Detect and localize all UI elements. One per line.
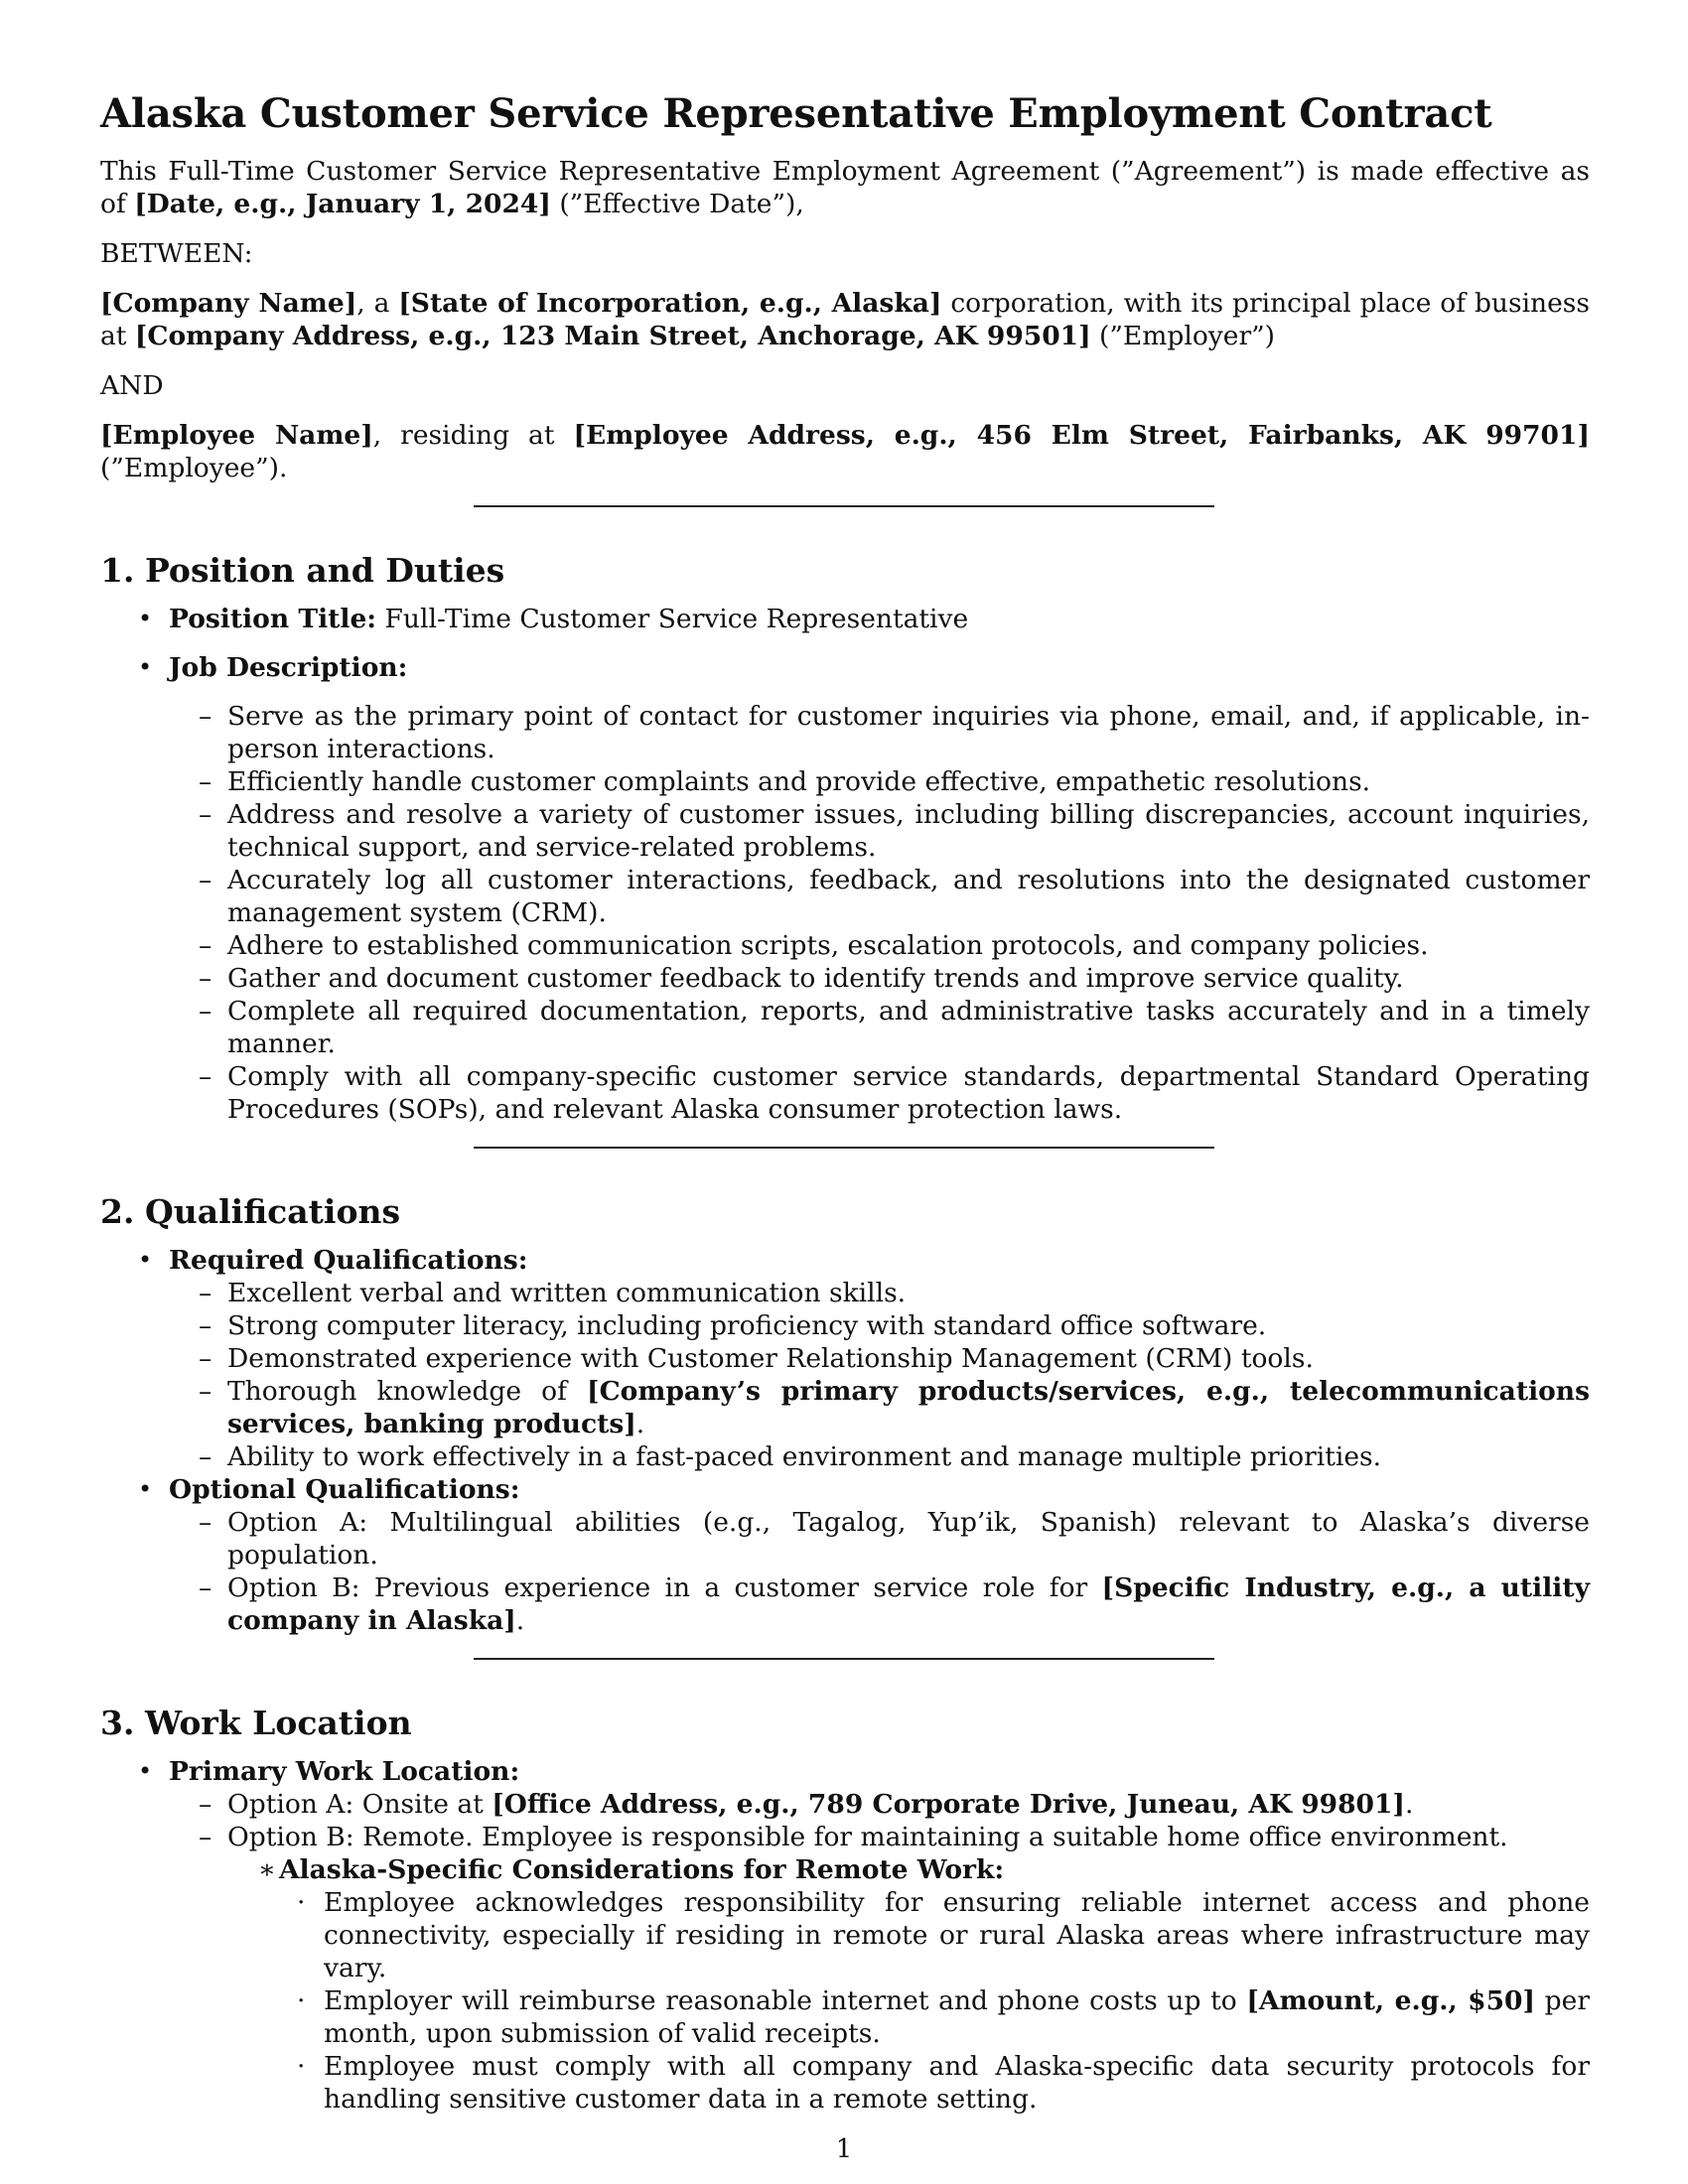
employer-text: (”Employer”): [1090, 321, 1276, 351]
section-divider: [474, 505, 1214, 507]
effective-date-placeholder: [Date, e.g., January 1, 2024]: [134, 189, 551, 219]
duty-item: – Serve as the primary point of contact for customer inquiries via phone, email, and, if applicable, in-person interactions.: [169, 700, 1590, 765]
duty-item: – Complete all required documentation, reports, and administrative tasks accurately and in a timely manner.: [169, 995, 1590, 1060]
amount-placeholder: [Amount, e.g., $50]: [1246, 1985, 1536, 2016]
duties-list: [169, 700, 1590, 1126]
qualification-text: .: [635, 1409, 645, 1439]
qualification-item: [169, 1375, 1590, 1440]
intro-text: This Full-Time Customer Service Representative Employment Agreement (”Agreement”) is made effective as of: [100, 156, 1590, 219]
qualification-text: .: [515, 1605, 525, 1636]
employer-text: corporation, with its principal place of business at: [100, 288, 1590, 351]
qualification-item: – Ability to work effectively in a fast-paced environment and manage multiple priorities.: [169, 1440, 1590, 1473]
primary-location-item: [100, 1755, 1590, 2116]
required-qualifications-item: [100, 1244, 1590, 1473]
duty-item: – Address and resolve a variety of customer issues, including billing discrepancies, account inquiries, technical support, and service-related problems.: [169, 798, 1590, 864]
required-qualifications-label: Required Qualifications:: [169, 1245, 528, 1276]
remote-term-item: [279, 1984, 1590, 2050]
products-placeholder: [Company’s primary products/services, e.g., telecommunications services, banking products]: [227, 1376, 1590, 1439]
section-number: 3.: [100, 1704, 135, 1742]
office-address-placeholder: [Office Address, e.g., 789 Corporate Drive, Juneau, AK 99801]: [492, 1789, 1405, 1820]
between-label: BETWEEN:: [100, 238, 253, 269]
remote-term-text: per month, upon submission of valid receipts.: [324, 1985, 1590, 2049]
qualification-item: – Strong computer literacy, including proficiency with standard office software.: [169, 1309, 1590, 1342]
section-title: Qualifications: [145, 1192, 401, 1231]
qualification-item: – Demonstrated experience with Customer Relationship Management (CRM) tools.: [169, 1342, 1590, 1375]
document-page: [100, 69, 1590, 2116]
duty-item: – Comply with all company-specific customer service standards, departmental Standard Operating Procedures (SOPs), and relevant Alaska consumer protection laws.: [169, 1060, 1590, 1126]
job-description-item: [100, 651, 1590, 1126]
qualification-item: – Excellent verbal and written communication skills.: [169, 1277, 1590, 1309]
remote-considerations-item: [227, 1853, 1590, 2116]
remote-term-text: Employer will reimburse reasonable internet and phone costs up to: [324, 1985, 1247, 2016]
page-number: 1: [835, 2134, 853, 2164]
employer-text: , a: [356, 288, 399, 319]
qualifications-list: [100, 1244, 1590, 1637]
section-3-heading: [100, 1704, 1590, 1743]
primary-location-label: Primary Work Location:: [169, 1756, 520, 1787]
job-description-label: Job Description:: [169, 652, 408, 683]
employee-paragraph: [100, 419, 1590, 484]
section-number: 1.: [100, 551, 135, 590]
remote-considerations-label: Alaska-Specific Considerations for Remote Work:: [279, 1854, 1005, 1885]
section-2-heading: [100, 1192, 1590, 1232]
remote-term-item: · Employee acknowledges responsibility for ensuring reliable internet access and phone connectivity, especially if residing in remote or rural Alaska areas where infrastructure may vary.: [279, 1886, 1590, 1984]
duty-item: – Efficiently handle customer complaints and provide effective, empathetic resolutions.: [169, 765, 1590, 798]
employee-text: (”Employee”).: [100, 453, 288, 483]
remote-term-item: · Employee must comply with all company and Alaska-specific data security protocols for handling sensitive customer data in a remote setting.: [279, 2050, 1590, 2116]
position-title-value: Full-Time Customer Service Representative: [376, 604, 969, 634]
location-option-text: Option B: Remote. Employee is responsible for maintaining a suitable home office environment.: [227, 1822, 1508, 1852]
section-divider: [474, 1658, 1214, 1660]
optional-qualifications-item: [100, 1473, 1590, 1637]
position-list: [100, 603, 1590, 1126]
section-divider: [474, 1147, 1214, 1149]
location-option-text: .: [1404, 1789, 1414, 1820]
location-option-text: Option A: Onsite at: [227, 1789, 492, 1820]
duty-item: – Gather and document customer feedback to identify trends and improve service quality.: [169, 962, 1590, 995]
duty-item: – Accurately log all customer interactions, feedback, and resolutions into the designated customer management system (CRM).: [169, 864, 1590, 929]
optional-qualifications-label: Optional Qualifications:: [169, 1474, 520, 1505]
state-placeholder: [State of Incorporation, e.g., Alaska]: [398, 288, 942, 319]
section-1-heading: [100, 551, 1590, 591]
intro-paragraph: [100, 155, 1590, 220]
company-address-placeholder: [Company Address, e.g., 123 Main Street, Anchorage, AK 99501]: [134, 321, 1091, 351]
document-title: Alaska Customer Service Representative Employment Contract: [100, 90, 1492, 137]
qualification-item: – Option A: Multilingual abilities (e.g., Tagalog, Yup’ik, Spanish) relevant to Alaska’s diverse population.: [169, 1506, 1590, 1571]
optional-list: [169, 1506, 1590, 1637]
remote-considerations-list: [227, 1853, 1590, 2116]
intro-text: (”Effective Date”),: [550, 189, 804, 219]
and-label: AND: [100, 370, 164, 401]
work-location-list: [100, 1755, 1590, 2116]
location-option-item: [169, 1788, 1590, 1821]
location-options-list: [169, 1788, 1590, 2116]
employee-name-placeholder: [Employee Name]: [100, 420, 373, 451]
position-title-item: [100, 603, 1590, 635]
required-list: [169, 1277, 1590, 1473]
qualification-text: Thorough knowledge of: [227, 1376, 588, 1407]
employee-address-placeholder: [Employee Address, e.g., 456 Elm Street, Fairbanks, AK 99701]: [573, 420, 1590, 451]
employer-paragraph: [100, 287, 1590, 352]
section-title: Position and Duties: [145, 551, 505, 590]
remote-terms-list: [279, 1886, 1590, 2116]
qualification-item: [169, 1571, 1590, 1637]
qualification-text: Option B: Previous experience in a customer service role for: [227, 1572, 1102, 1603]
employee-text: , residing at: [372, 420, 574, 451]
section-number: 2.: [100, 1192, 135, 1231]
location-option-item: [169, 1821, 1590, 2116]
position-title-label: Position Title:: [169, 604, 377, 634]
industry-placeholder: [Specific Industry, e.g., a utility company in Alaska]: [227, 1572, 1590, 1636]
section-title: Work Location: [145, 1704, 412, 1742]
company-name-placeholder: [Company Name]: [100, 288, 357, 319]
duty-item: – Adhere to established communication scripts, escalation protocols, and company policies.: [169, 929, 1590, 962]
